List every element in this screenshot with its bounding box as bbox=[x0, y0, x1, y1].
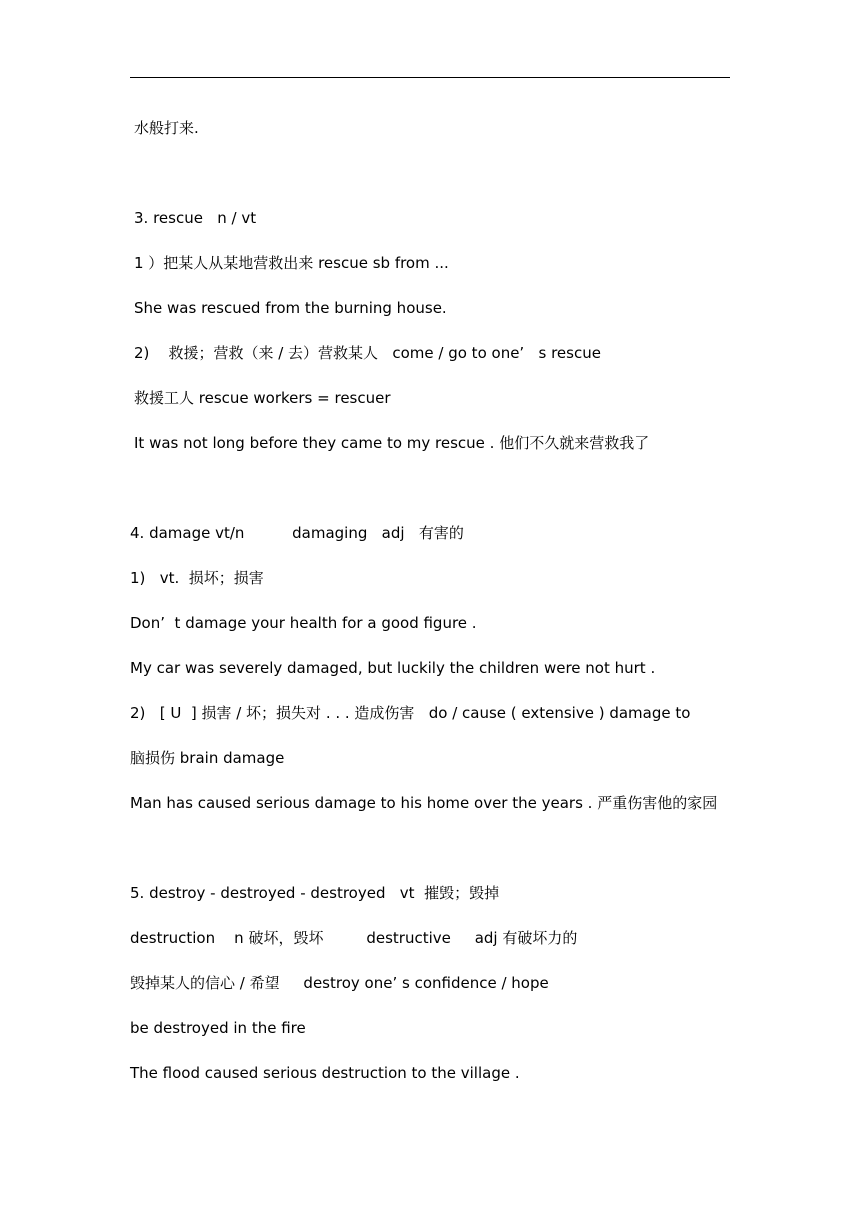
example-sentence: My car was severely damaged, but luckily the children were not hurt . bbox=[130, 659, 656, 677]
example-sentence: The flood caused serious destruction to the village . bbox=[130, 1064, 520, 1082]
text-line: destruction n 破坏，毁坏 destructive adj 有破坏力的 bbox=[130, 929, 578, 947]
example-sentence: It was not long before they came to my rescue . 他们不久就来营救我了 bbox=[134, 434, 650, 452]
header-rule bbox=[130, 77, 730, 78]
section-heading-rescue: 3. rescue n / vt bbox=[134, 209, 257, 227]
example-sentence: Don’ t damage your health for a good figure . bbox=[130, 614, 477, 632]
example-sentence: She was rescued from the burning house. bbox=[134, 299, 447, 317]
section-heading-damage: 4. damage vt/n damaging adj 有害的 bbox=[130, 524, 464, 542]
example-sentence: Man has caused serious damage to his home over the years . 严重伤害他的家园 bbox=[130, 794, 718, 812]
text-line: 1 ）把某人从某地营救出来 rescue sb from ... bbox=[134, 254, 449, 272]
text-line: 2) [ U ] 损害 / 坏；损失对 . . . 造成伤害 do / cause ( extensive ) damage to bbox=[130, 704, 691, 722]
text-line: 毁掉某人的信心 / 希望 destroy one’ s confidence / hope bbox=[130, 974, 549, 992]
text-line: 1) vt. 损坏；损害 bbox=[130, 569, 264, 587]
text-line: 2) 救援；营救（来 / 去）营救某人 come / go to one’ s rescue bbox=[134, 344, 601, 362]
text-line: 脑损伤 brain damage bbox=[130, 749, 285, 767]
text-line: 救援工人 rescue workers = rescuer bbox=[134, 389, 391, 407]
section-heading-destroy: 5. destroy - destroyed - destroyed vt 摧毁；毁掉 bbox=[130, 884, 500, 902]
text-line: be destroyed in the fire bbox=[130, 1019, 306, 1037]
text-line: 水般打来. bbox=[134, 119, 199, 137]
